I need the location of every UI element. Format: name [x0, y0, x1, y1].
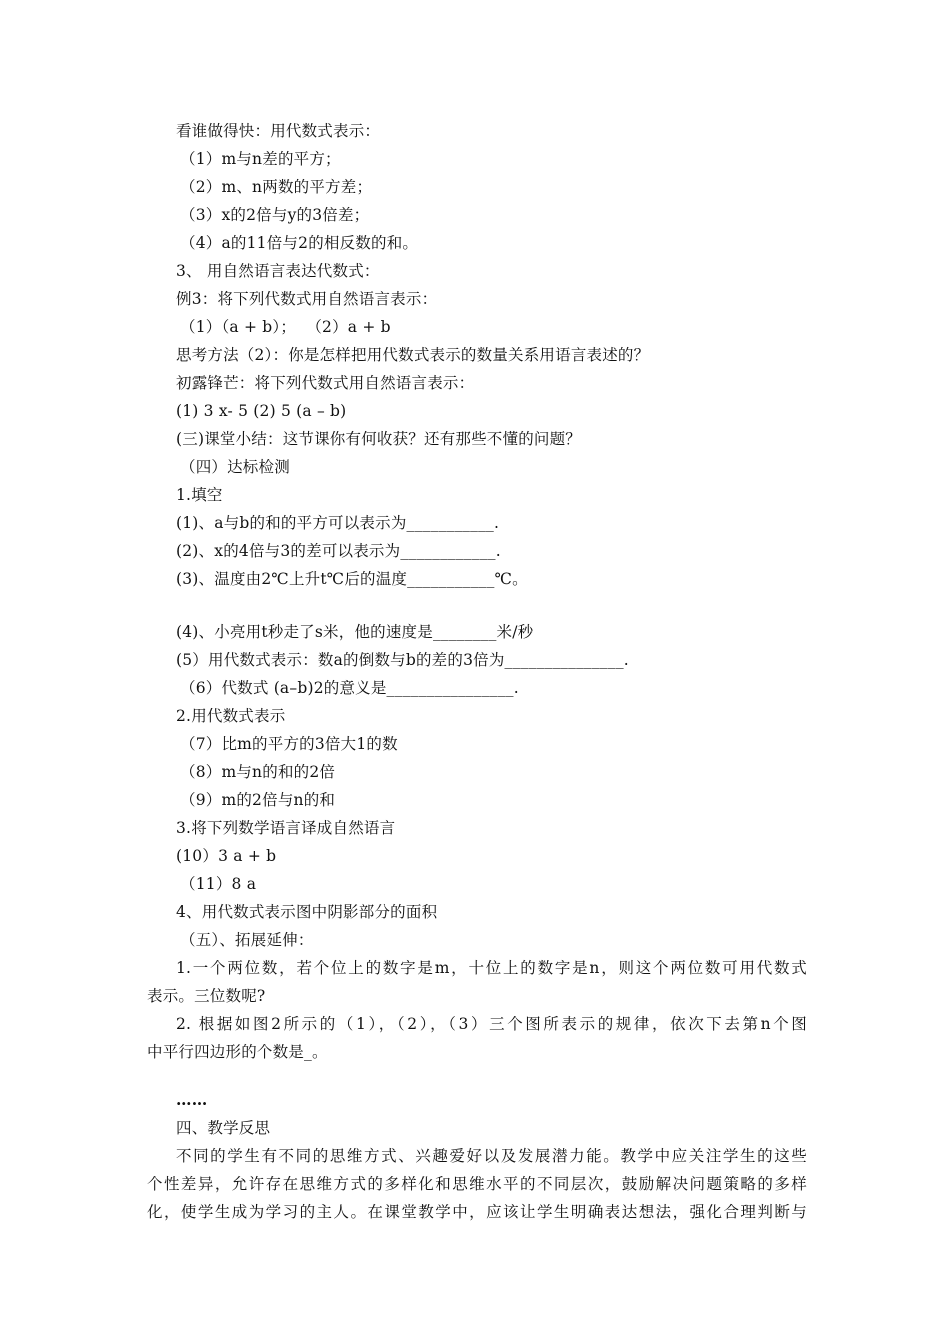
ellipsis: …… — [176, 1090, 208, 1109]
shaded-area-item: 4、用代数式表示图中阴影部分的面积 — [176, 903, 438, 921]
extension-2-line-2: 中平行四边形的个数是_。 — [147, 1043, 328, 1061]
fill-blank-4: (4)、小亮用t秒走了s米，他的速度是________米/秒 — [176, 623, 534, 641]
fill-blank-heading: 1.填空 — [176, 486, 223, 504]
fill-blank-1: (1)、a与b的和的平方可以表示为___________. — [176, 514, 500, 532]
assessment-heading: （四）达标检测 — [180, 458, 290, 476]
exercise-item-4: （4）a的11倍与2的相反数的和。 — [180, 234, 419, 252]
extension-2-line-1: 2. 根据如图2所示的（1），（2），（3）三个图所表示的规律，依次下去第n个图 — [176, 1015, 807, 1033]
translate-item-11: （11）8 a — [180, 875, 257, 893]
extension-heading: （五）、拓展延伸： — [180, 931, 314, 949]
exercise-item-3: （3）x的2倍与y的3倍差； — [180, 206, 370, 224]
extension-1-line-1: 1.一个两位数，若个位上的数字是m，十位上的数字是n，则这个两位数可用代数式 — [176, 959, 807, 977]
section-4-title: 四、教学反思 — [176, 1119, 271, 1137]
thinking-method-2: 思考方法（2）：你是怎样把用代数式表示的数量关系用语言表述的？ — [176, 346, 650, 364]
example-3-heading: 例3：将下列代数式用自然语言表示： — [176, 290, 438, 308]
algebra-item-7: （7）比m的平方的3倍大1的数 — [180, 735, 398, 753]
translate-heading: 3.将下列数学语言译成自然语言 — [176, 819, 396, 837]
exercise-item-2: （2）m、n两数的平方差； — [180, 178, 373, 196]
trial-items: (1) 3 x- 5 (2) 5 (a – b) — [176, 402, 347, 420]
exercise-item-1: （1）m与n差的平方； — [180, 150, 341, 168]
exercise-heading: 看谁做得快：用代数式表示： — [176, 122, 381, 140]
trial-heading: 初露锋芒：将下列代数式用自然语言表示： — [176, 374, 475, 392]
reflection-line-3: 化，使学生成为学习的主人。在课堂教学中，应该让学生明确表达想法，强化合理判断与 — [147, 1203, 807, 1221]
translate-item-10: (10）3 a + b — [176, 847, 277, 865]
reflection-line-1: 不同的学生有不同的思维方式、兴趣爱好以及发展潜力能。教学中应关注学生的这些 — [176, 1147, 807, 1165]
fill-blank-3: (3)、温度由2℃上升t℃后的温度___________℃。 — [176, 570, 528, 588]
example-3-items: （1）（a + b）； （2）a + b — [180, 318, 391, 336]
reflection-line-2: 个性差异，允许存在思维方式的多样化和思维水平的不同层次，鼓励解决问题策略的多样 — [147, 1175, 807, 1193]
class-summary: (三)课堂小结：这节课你有何收获？还有那些不懂的问题？ — [176, 430, 581, 448]
extension-1-line-2: 表示。三位数呢? — [147, 987, 266, 1005]
algebra-expression-heading: 2.用代数式表示 — [176, 707, 286, 725]
fill-blank-6: （6）代数式 (a–b)2的意义是________________. — [180, 679, 519, 697]
algebra-item-9: （9）m的2倍与n的和 — [180, 791, 336, 809]
section-3-heading: 3、 用自然语言表达代数式： — [176, 262, 380, 280]
fill-blank-5: (5）用代数式表示：数a的倒数与b的差的3倍为_______________. — [176, 651, 629, 669]
fill-blank-2: (2)、x的4倍与3的差可以表示为____________. — [176, 542, 501, 560]
algebra-item-8: （8）m与n的和的2倍 — [180, 763, 336, 781]
